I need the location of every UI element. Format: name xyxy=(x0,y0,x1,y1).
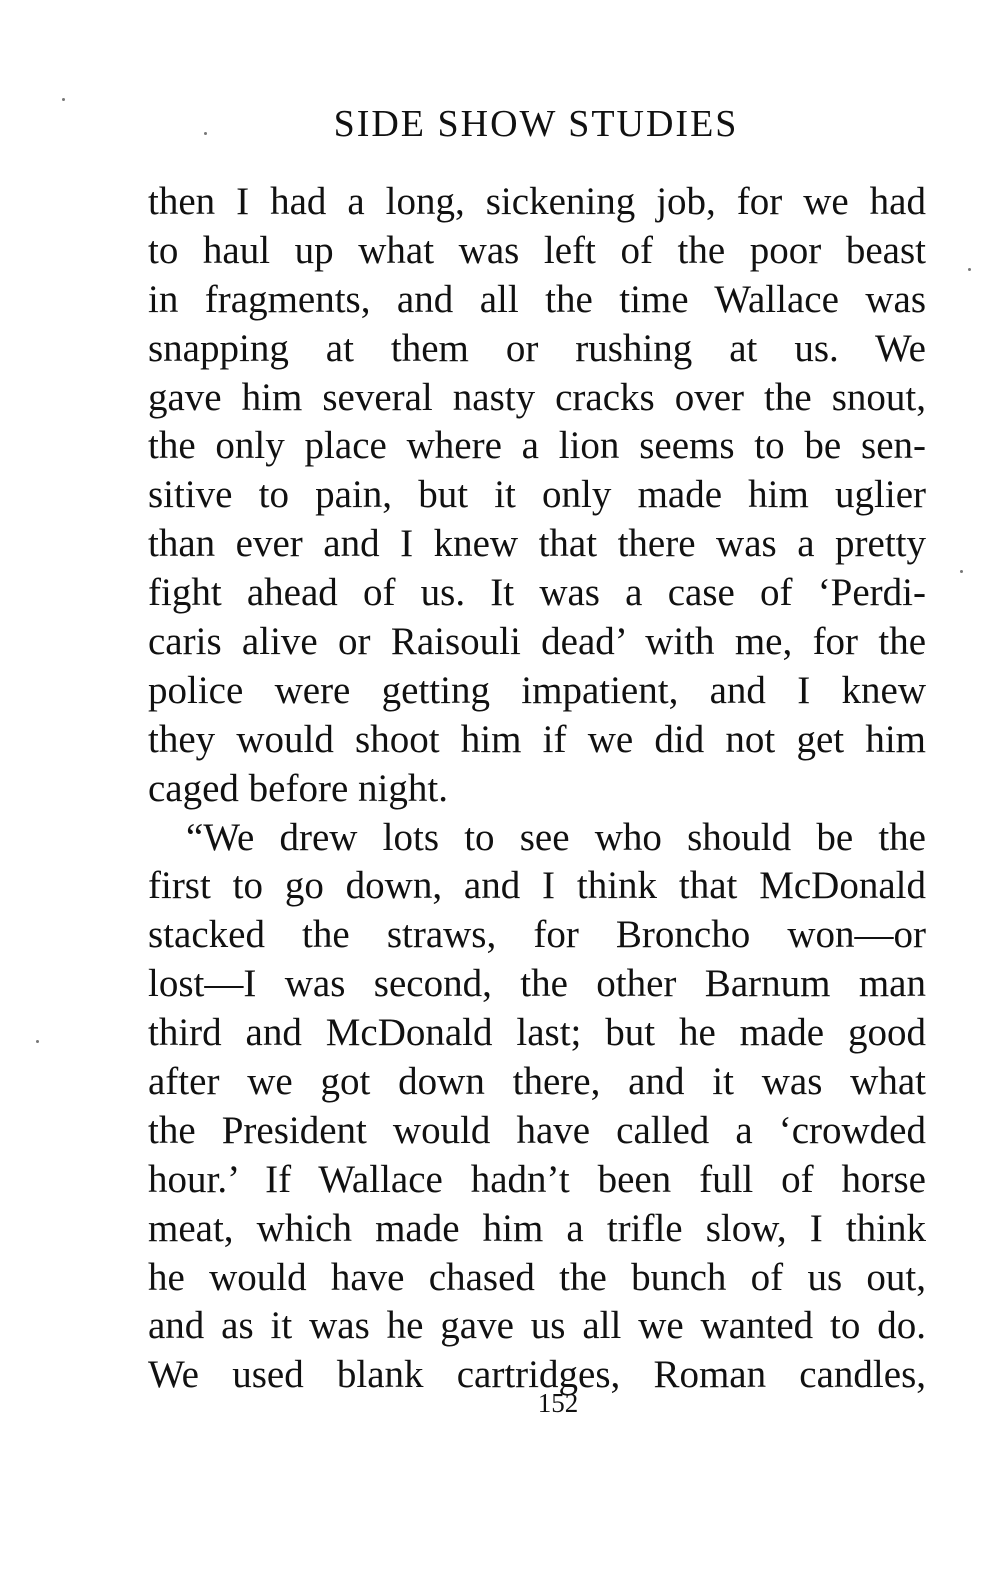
text-line: to haul up what was left of the poor beast xyxy=(148,228,926,272)
page-number: 152 xyxy=(537,1388,579,1418)
text-line: stacked the straws, for Broncho won—or xyxy=(148,913,926,957)
text-line: after we got down there, and it was what xyxy=(148,1060,926,1104)
text-line: meat, which made him a trifle slow, I think xyxy=(148,1206,926,1250)
text-line: hour.’ If Wallace hadn’t been full of horse xyxy=(148,1157,926,1201)
paper-speck xyxy=(62,98,65,101)
text-line: third and McDonald last; but he made good xyxy=(148,1011,926,1055)
body-text xyxy=(148,178,926,1400)
text-line: We used blank cartridges, Roman candles, xyxy=(148,1353,926,1397)
running-head: SIDE SHOW STUDIES xyxy=(333,103,739,145)
text-line: police were getting impatient, and I knew xyxy=(148,668,926,712)
text-line: “We drew lots to see who should be the xyxy=(186,815,926,859)
text-line: caged before night. xyxy=(148,766,448,810)
paper-speck xyxy=(36,1040,39,1043)
text-line: the only place where a lion seems to be sen- xyxy=(148,424,926,468)
text-line: first to go down, and I think that McDonald xyxy=(148,864,926,908)
text-line: fight ahead of us. It was a case of ‘Perdi- xyxy=(148,571,926,615)
text-line: then I had a long, sickening job, for we had xyxy=(148,180,926,223)
text-line: lost—I was second, the other Barnum man xyxy=(148,962,926,1006)
text-line: sitive to pain, but it only made him uglier xyxy=(148,473,926,517)
paper-speck xyxy=(960,570,963,573)
text-line: they would shoot him if we did not get him xyxy=(148,717,926,761)
text-line: snapping at them or rushing at us. We xyxy=(148,326,926,370)
text-line: caris alive or Raisouli dead’ with me, for the xyxy=(148,620,926,664)
paper-speck xyxy=(968,268,971,271)
text-line: in fragments, and all the time Wallace was xyxy=(148,277,926,321)
text-line: and as it was he gave us all we wanted to do. xyxy=(148,1304,926,1348)
text-line: gave him several nasty cracks over the snout, xyxy=(148,375,926,419)
paper-speck xyxy=(204,132,207,135)
text-line: than ever and I knew that there was a pretty xyxy=(148,522,926,566)
text-line: he would have chased the bunch of us out, xyxy=(148,1255,926,1299)
text-line: the President would have called a ‘crowded xyxy=(148,1108,926,1152)
